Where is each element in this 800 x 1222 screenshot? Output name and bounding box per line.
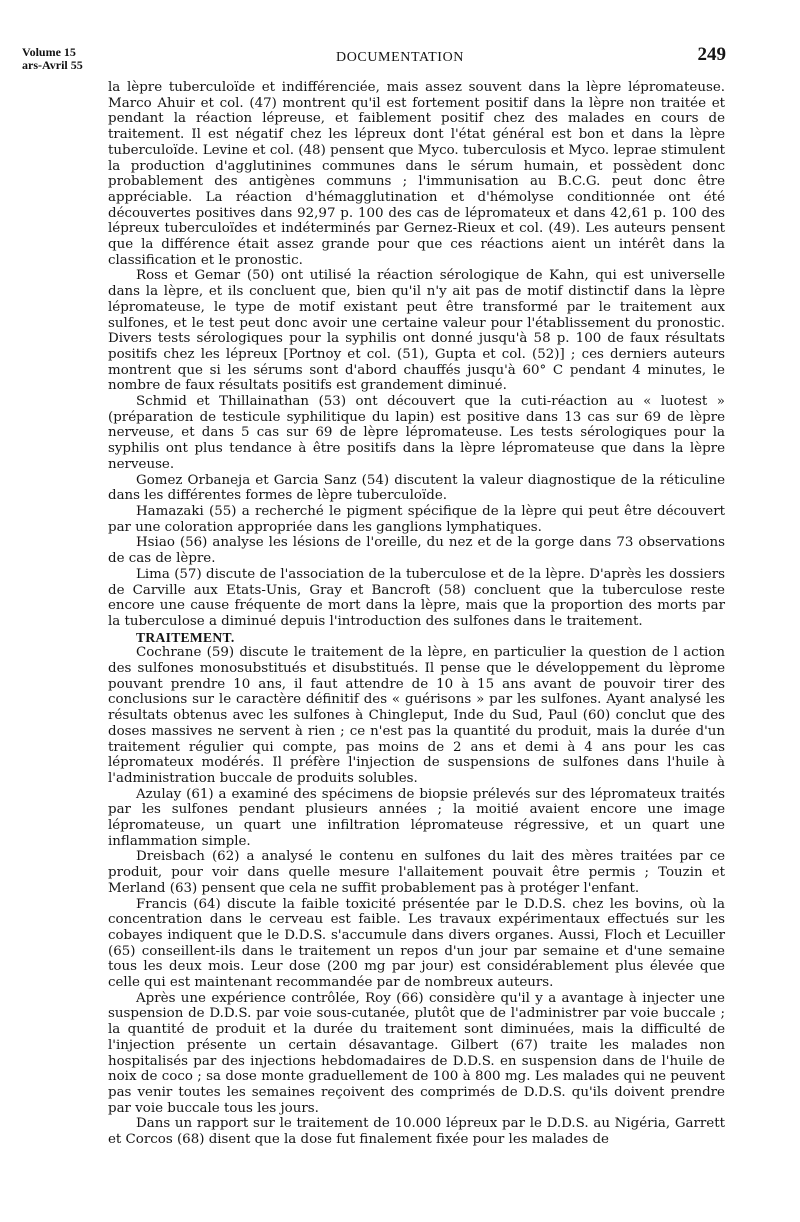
running-title: DOCUMENTATION <box>335 50 464 65</box>
page-header <box>0 46 800 74</box>
paragraph-ross-gemar: Ross et Gemar (50) ont utilisé la réaction sérologique de Kahn, qui est universelle dans la lèpre, et ils concluent que, bien qu'il n'y ait pas de motif distinctif dans la lèpre lépromateuse, le type de motif existant peut être transformé par le traitement aux sulfones, et le test peut donc avoir une certaine valeur pour l'établissement du pronostic. Divers tests sérologiques pour la syphilis ont donné jusqu'à 58 p. 100 de faux résultats positifs chez les lépreux [Portnoy et col. (51), Gupta et col. (52)] ; ces derniers auteurs montrent que si les sérums sont d'abord chauffés jusqu'à 60° C pendant 4 minutes, le nombre de faux résultats positifs est grandement diminué. <box>108 268 725 394</box>
article-body <box>108 80 725 1148</box>
paragraph-lima: Lima (57) discute de l'association de la tuberculose et de la lèpre. D'après les dossiers de Carville aux Etats-Unis, Gray et Bancroft (58) concluent que la tuberculose reste encore une cause fréquente de mort dans la lèpre, mais que la proportion des morts par la tuberculose a diminué depuis l'introduction des sulfones dans le traitement. <box>108 566 725 629</box>
volume-line: Volume 15 <box>22 45 76 59</box>
paragraph-dreisbach: Dreisbach (62) a analysé le contenu en sulfones du lait des mères traitées par ce produit, pour voir dans quelle mesure l'allaitement pouvait être permis ; Touzin et Merland (63) pensent que cela ne suffit probablement pas à protéger l'enfant. <box>108 849 725 896</box>
paragraph-hsiao: Hsiao (56) analyse les lésions de l'oreille, du nez et de la gorge dans 73 observations de cas de lèpre. <box>108 535 725 567</box>
paragraph-cochrane: Cochrane (59) discute le traitement de la lèpre, en particulier la question de l action des sulfones monosubstitués et disubstitués. Il pense que le développement du lèprome pouvant prendre 10 ans, il faut attendre de 10 à 15 ans avant de pouvoir tirer des conclusions sur le caractère définitif des « guérisons » par les sulfones. Ayant analysé les résultats obtenus avec les sulfones à Chingleput, Inde du Sud, Paul (60) conclut que des doses massives ne servent à rien ; ce n'est pas la quantité du produit, mais la durée d'un traitement régulier qui compte, pas moins de 2 ans et demi à 4 ans pour les cas lépromateux modérés. Il préfère l'injection de suspensions de sulfones dans l'huile à l'administration buccale de produits solubles. <box>108 645 725 786</box>
paragraph-garrett-corcos: Dans un rapport sur le traitement de 10.000 lépreux par le D.D.S. au Nigéria, Garrett et Corcos (68) disent que la dose fut finalement fixée pour les malades de <box>108 1116 725 1148</box>
issue-date-line: ars-Avril 55 <box>22 58 83 72</box>
paragraph-schmid: Schmid et Thillainathan (53) ont découvert que la cuti-réaction au « luotest » (préparation de testicule syphilitique du lapin) est positive dans 13 cas sur 69 de lèpre nerveuse, et dans 5 cas sur 69 de lèpre lépromateuse. Les tests sérologiques pour la syphilis ont plus tendance à être positifs dans la lèpre lépromateuse que dans la lèpre nerveuse. <box>108 394 725 472</box>
page-number: 249 <box>697 44 726 65</box>
paragraph-francis: Francis (64) discute la faible toxicité présentée par le D.D.S. chez les bovins, où la concentration dans le cerveau est faible. Les travaux expérimentaux effectués sur les cobayes indiquent que le D.D.S. s'accumule dans divers organes. Aussi, Floch et Lecuiller (65) conseillent-ils dans le traitement un repos d'un jour par semaine et d'une semaine tous les deux mois. Leur dose (200 mg par jour) est considérablement plus élevée que celle qui est maintenant recommandée par de nombreux auteurs. <box>108 896 725 991</box>
paragraph-gomez-orbaneja: Gomez Orbaneja et Garcia Sanz (54) discutent la valeur diagnostique de la réticuline dans les différentes formes de lèpre tuberculoïde. <box>108 472 725 504</box>
section-heading-traitement: TRAITEMENT. <box>136 629 235 645</box>
paragraph-roy: Après une expérience contrôlée, Roy (66) considère qu'il y a avantage à injecter une suspension de D.D.S. par voie sous-cutanée, plutôt que de l'administrer par voie buccale ; la quantité de produit et la durée du traitement sont diminuées, mais la difficulté de l'injection présente un certain désavantage. Gilbert (67) traite les malades non hospitalisés par des injections hebdomadaires de D.D.S. en suspension dans de l'huile de noix de coco ; sa dose monte graduellement de 100 à 800 mg. Les malades qui ne peuvent pas venir toutes les semaines reçoivent des comprimés de D.D.S. qu'ils doivent prendre par voie buccale tous les jours. <box>108 990 725 1116</box>
paragraph-hamazaki: Hamazaki (55) a recherché le pigment spécifique de la lèpre qui peut être découvert par une coloration appropriée dans les ganglions lymphatiques. <box>108 503 725 535</box>
paragraph-azulay: Azulay (61) a examiné des spécimens de biopsie prélevés sur des lépromateux traités par les sulfones pendant plusieurs années ; la moitié avaient encore une image lépromateuse, un quart une infiltration lépromateuse régressive, et un quart une inflammation simple. <box>108 786 725 849</box>
paragraph-serology-continued: la lèpre tuberculoïde et indifférenciée, mais assez souvent dans la lèpre lépromateuse. Marco Ahuir et col. (47) montrent qu'il est fortement positif dans la lèpre non traitée et pendant la réaction lépreuse, et faiblement positif chez des malades en cours de traitement. Il est négatif chez les lépreux dont l'état général est bon et dans la lèpre tuberculoïde. Levine et col. (48) pensent que Myco. tuberculosis et Myco. leprae stimulent la production d'agglutinines communes dans le sérum humain, et possèdent donc probablement des antigènes communs ; l'immunisation au B.C.G. peut donc être appréciable. La réaction d'hémagglutination et d'hémolyse conditionnée ont été découvertes positives dans 92,97 p. 100 des cas de lépromateux et dans 42,61 p. 100 des lépreux tuberculoïdes et indéterminés par Gernez-Rieux et col. (49). Les auteurs pensent que la différence était assez grande pour que ces réactions aient un intérêt dans la classification et le pronostic. <box>108 80 725 268</box>
